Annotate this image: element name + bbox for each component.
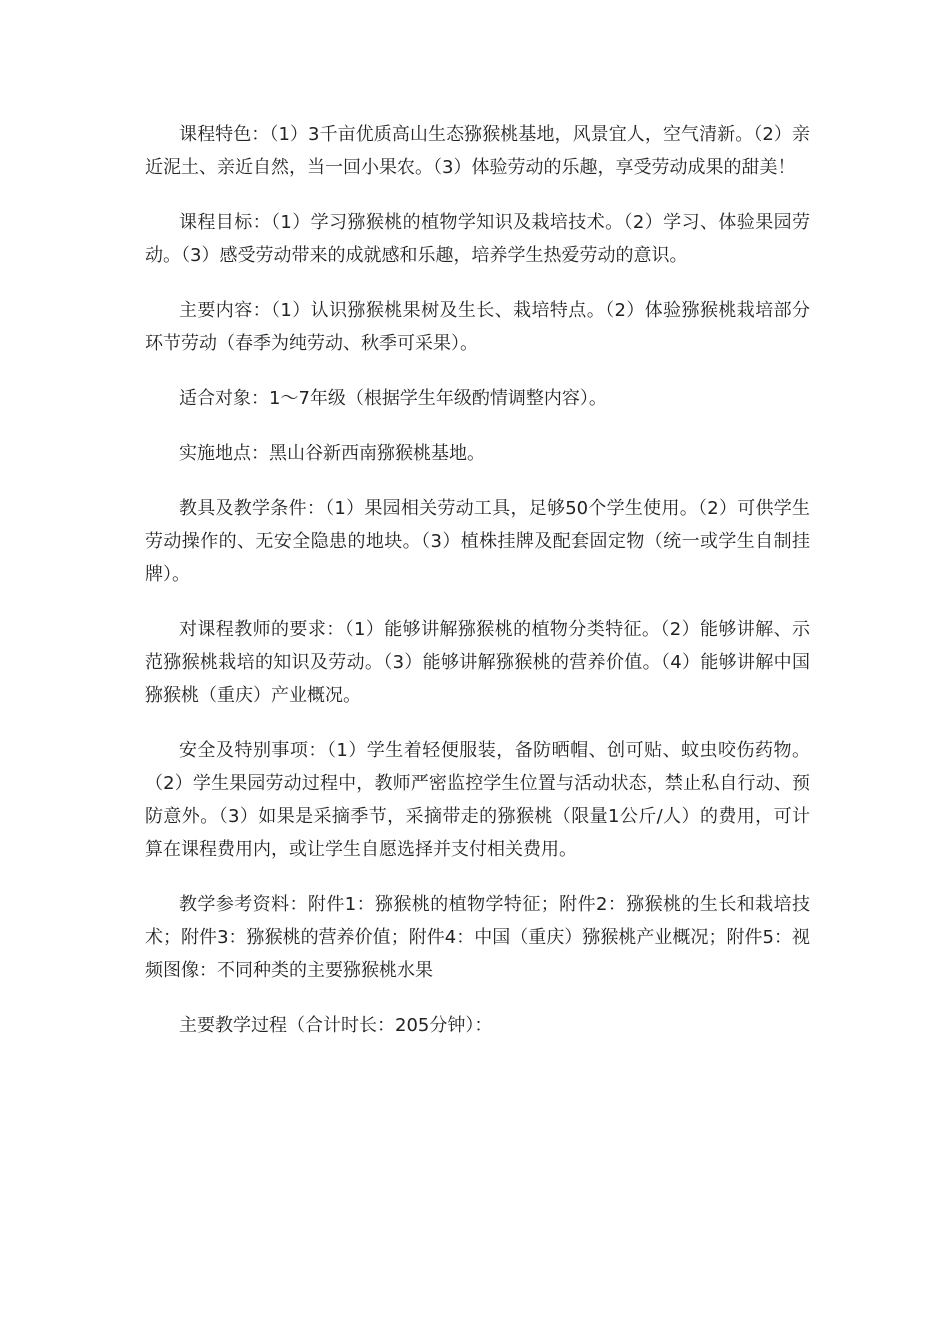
paragraph-teacher-requirements: 对课程教师的要求：（1）能够讲解猕猴桃的植物分类特征。（2）能够讲解、示范猕猴桃栽培的知识及劳动。（3）能够讲解猕猴桃的营养价值。（4）能够讲解中国猕猴桃（重庆）产业概况。 (145, 619, 810, 706)
paragraph-safety-notes: 安全及特别事项：（1）学生着轻便服装，备防晒帽、创可贴、蚊虫咬伤药物。（2）学生果园劳动过程中，教师严密监控学生位置与活动状态，禁止私自行动、预防意外。（3）如果是采摘季节，采摘带走的猕猴桃（限量1公斤/人）的费用，可计算在课程费用内，或让学生自愿选择并支付相关费用。 (145, 740, 810, 860)
paragraph-target-audience: 适合对象：1～7年级（根据学生年级酌情调整内容）。 (179, 388, 607, 409)
paragraph-teaching-process: 主要教学过程（合计时长：205分钟）： (179, 1015, 493, 1036)
paragraph-reference-materials: 教学参考资料：附件1：猕猴桃的植物学特征；附件2：猕猴桃的生长和栽培技术；附件3：猕猴桃的营养价值；附件4：中国（重庆）猕猴桃产业概况；附件5：视频图像：不同种类的主要猕猴桃水果 (145, 894, 810, 981)
paragraph-course-goals: 课程目标：（1）学习猕猴桃的植物学知识及栽培技术。（2）学习、体验果园劳动。（3）感受劳动带来的成就感和乐趣，培养学生热爱劳动的意识。 (145, 212, 810, 266)
paragraph-main-content: 主要内容：（1）认识猕猴桃果树及生长、栽培特点。（2）体验猕猴桃栽培部分环节劳动（春季为纯劳动、秋季可采果）。 (145, 300, 810, 354)
paragraph-location: 实施地点：黑山谷新西南猕猴桃基地。 (179, 443, 485, 464)
document-body (145, 118, 810, 1064)
paragraph-teaching-conditions: 教具及教学条件：（1）果园相关劳动工具，足够50个学生使用。（2）可供学生劳动操作的、无安全隐患的地块。（3）植株挂牌及配套固定物（统一或学生自制挂牌）。 (145, 498, 810, 585)
paragraph-course-features: 课程特色：（1）3千亩优质高山生态猕猴桃基地，风景宜人，空气清新。（2）亲近泥土、亲近自然，当一回小果农。（3）体验劳动的乐趣，享受劳动成果的甜美！ (145, 124, 810, 178)
